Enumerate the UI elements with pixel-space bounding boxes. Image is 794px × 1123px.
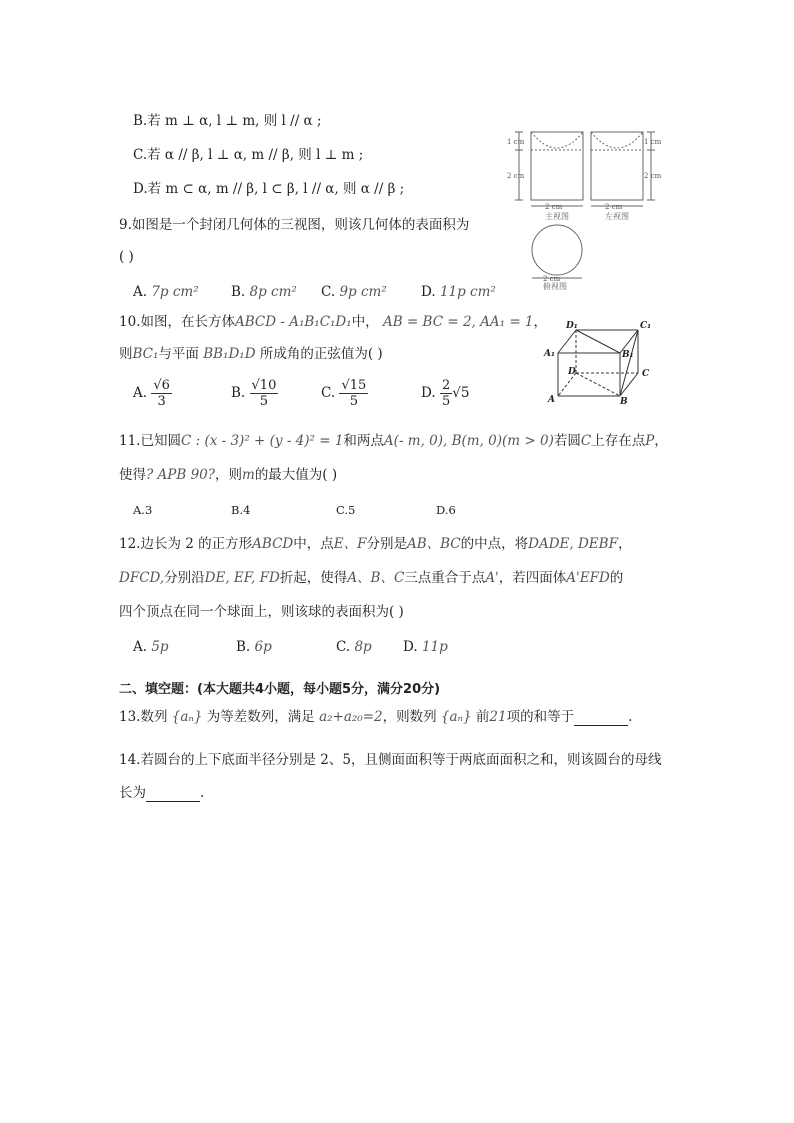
q11-option-c: C.5 (336, 503, 356, 517)
q9-option-b: B. 8p cm² (231, 284, 297, 300)
q10-option-c: C. $\frac{√15}{5}$ (321, 378, 367, 409)
q9-stem: 9.如图是一个封闭几何体的三视图，则该几何体的表面积为 (119, 217, 470, 233)
q9-option-a: A. 7p cm² (133, 284, 199, 300)
q12-stem-line2: DFCD,分别沿DE, EF, FD折起，使得A、B、C三点重合于点A'，若四面体A'EFD的 (119, 570, 624, 586)
q10-option-b: B. $\frac{√10}{5}$ (231, 378, 277, 409)
q11-option-d: D.6 (436, 503, 456, 517)
side-width: 2 cm (605, 203, 623, 211)
q12-stem-line3: 四个顶点在同一个球面上，则该球的表面积为( ) (119, 604, 404, 620)
front-two-cm: 2 cm (507, 172, 525, 180)
q11-stem-line2: 使得? APB 90?，则m的最大值为( ) (119, 467, 338, 483)
q10-option-a: A. $\frac{√6}{3}$ (133, 378, 170, 409)
label-c: C (642, 369, 650, 379)
top-view-label: 俯视图 (543, 282, 567, 290)
cuboid-figure (538, 318, 658, 406)
q9-option-c: C. 9p cm² (321, 284, 387, 300)
q13-answer-blank[interactable] (574, 711, 628, 726)
label-b: B (620, 397, 628, 406)
label-a: A (548, 395, 555, 405)
q9-option-d: D. 11p cm² (421, 284, 496, 300)
three-view-figure (505, 128, 665, 290)
side-two-cm: 2 cm (644, 172, 662, 180)
q10-stem-line2: 则BC₁与平面 BB₁D₁D 所成角的正弦值为( ) (119, 346, 383, 362)
side-one-cm: 1 cm (644, 138, 662, 146)
q13-stem: 13.数列 {aₙ} 为等差数列，满足 a₂+a₂₀=2，则数列 {aₙ} 前21项的和等于 . (119, 709, 633, 725)
q8-option-d: D.若 m ⊂ α, m // β, l ⊂ β, l // α, 则 α // β ; (133, 181, 405, 197)
side-view-label: 左视图 (605, 212, 629, 221)
section-title: 二、填空题：(本大题共4小题，每小题5分，满分20分) (119, 682, 441, 697)
top-width: 2 cm (543, 275, 561, 283)
q11-option-b: B.4 (231, 503, 251, 517)
label-b1: B₁ (622, 350, 634, 360)
front-one-cm: 1 cm (507, 138, 525, 146)
q11-option-a: A.3 (133, 503, 153, 517)
q12-stem-line1: 12.边长为 2 的正方形ABCD中，点E、F分别是AB、BC的中点，将DADE, DEBF， (119, 536, 632, 552)
label-d1: D₁ (566, 321, 578, 331)
q11-stem-line1: 11.已知圆C : (x - 3)² + (y - 4)² = 1和两点A(- m, 0), B(m, 0)(m > 0)若圆C上存在点P， (119, 433, 668, 449)
label-a1: A₁ (544, 349, 555, 359)
front-view (515, 132, 583, 206)
q12-option-c: C. 8p (336, 639, 372, 655)
q12-option-d: D. 11p (403, 639, 448, 655)
label-c1: C₁ (640, 321, 652, 331)
q9-paren: ( ) (119, 249, 134, 265)
front-width: 2 cm (545, 203, 563, 211)
top-view (532, 225, 582, 278)
q14-answer-blank[interactable] (146, 787, 200, 802)
label-d: D (568, 367, 576, 377)
q8-option-c: C.若 α // β, l ⊥ α, m // β, 则 l ⊥ m ; (133, 147, 364, 163)
q14-line1: 14.若圆台的上下底面半径分别是 2、5，且侧面面积等于两底面面积之和，则该圆台的母线 (119, 752, 662, 768)
q10-option-d: D. $\frac{2}{5}$ √5 (421, 378, 470, 409)
q10-stem-line1: 10.如图，在长方体ABCD - A₁B₁C₁D₁中， AB = BC = 2, AA₁ = 1， (119, 314, 548, 330)
front-view-label: 主视图 (545, 212, 569, 221)
q14-line2: 长为 . (119, 785, 205, 801)
q12-option-b: B. 6p (236, 639, 272, 655)
q12-option-a: A. 5p (133, 639, 169, 655)
q8-option-b: B.若 m ⊥ α, l ⊥ m, 则 l // α ; (133, 113, 322, 129)
